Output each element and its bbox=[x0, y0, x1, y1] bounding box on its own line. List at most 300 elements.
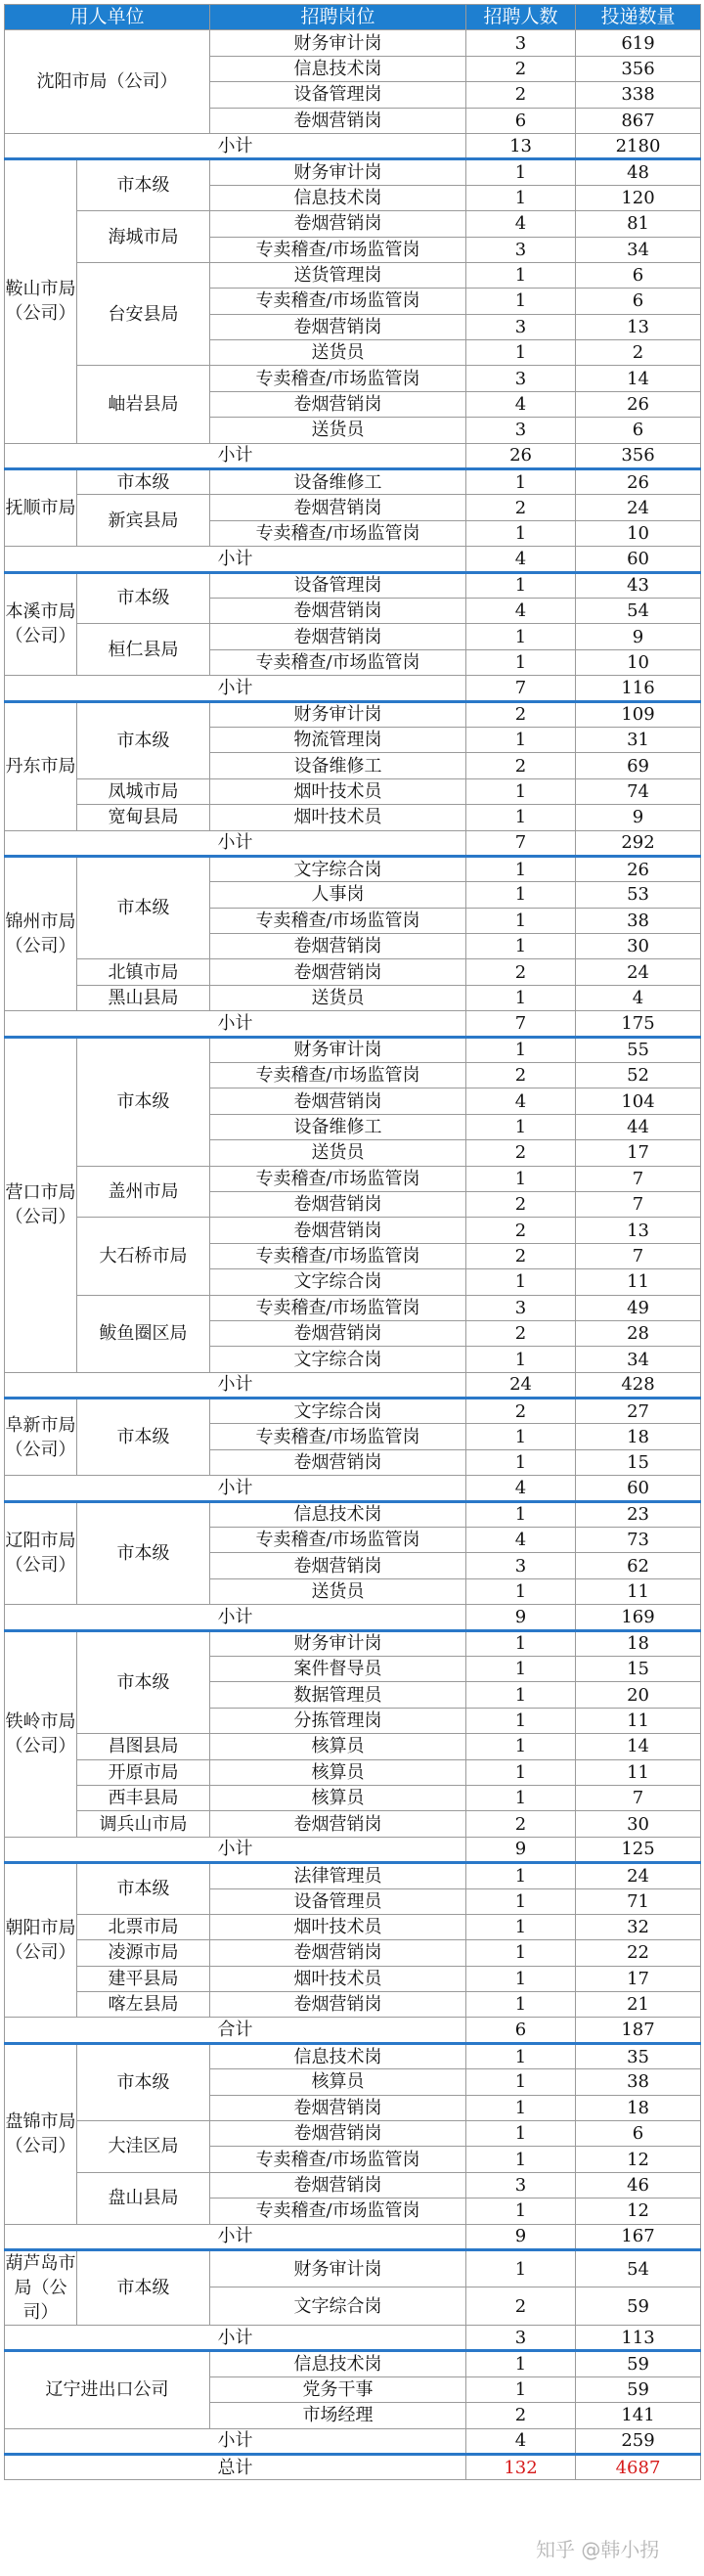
subtotal-row bbox=[5, 1011, 701, 1037]
position-cell: 卷烟营销岗 bbox=[210, 1320, 466, 1346]
people-cell: 1 bbox=[466, 1630, 576, 1656]
table-row bbox=[5, 2249, 701, 2287]
position-cell: 卷烟营销岗 bbox=[210, 211, 466, 237]
people-cell: 4 bbox=[466, 598, 576, 623]
applications-cell: 55 bbox=[576, 1037, 701, 1062]
sub-unit-cell: 台安县局 bbox=[77, 262, 210, 366]
applications-cell: 15 bbox=[576, 1657, 701, 1682]
applications-cell: 13 bbox=[576, 314, 701, 339]
position-cell: 设备维修工 bbox=[210, 753, 466, 778]
applications-cell: 4 bbox=[576, 985, 701, 1010]
applications-cell: 71 bbox=[576, 1888, 701, 1914]
sub-unit-cell: 盖州市局 bbox=[77, 1166, 210, 1218]
subtotal-label: 小计 bbox=[5, 547, 466, 572]
position-cell: 卷烟营销岗 bbox=[210, 1191, 466, 1217]
people-cell: 1 bbox=[466, 469, 576, 495]
applications-cell: 13 bbox=[576, 1218, 701, 1243]
people-cell: 1 bbox=[466, 2043, 576, 2068]
applications-cell: 30 bbox=[576, 1811, 701, 1837]
people-cell: 2 bbox=[466, 2403, 576, 2428]
applications-cell: 6 bbox=[576, 418, 701, 443]
subtotal-applications: 169 bbox=[576, 1605, 701, 1630]
applications-cell: 141 bbox=[576, 2403, 701, 2428]
subtotal-people: 4 bbox=[466, 1476, 576, 1501]
sub-unit-cell: 市本级 bbox=[77, 2249, 210, 2325]
applications-cell: 73 bbox=[576, 1528, 701, 1553]
table-row bbox=[5, 856, 701, 881]
position-cell: 专卖稽查/市场监管岗 bbox=[210, 2147, 466, 2172]
position-cell: 卷烟营销岗 bbox=[210, 1811, 466, 1837]
table-row bbox=[5, 778, 701, 804]
position-cell: 卷烟营销岗 bbox=[210, 314, 466, 339]
people-cell: 2 bbox=[466, 1399, 576, 1424]
people-cell: 1 bbox=[466, 649, 576, 675]
table-row bbox=[5, 572, 701, 598]
applications-cell: 17 bbox=[576, 1140, 701, 1166]
position-cell: 信息技术岗 bbox=[210, 185, 466, 210]
employer-cell: 铁岭市局（公司） bbox=[5, 1630, 77, 1837]
people-cell: 2 bbox=[466, 2287, 576, 2326]
subtotal-applications: 60 bbox=[576, 547, 701, 572]
subtotal-people: 7 bbox=[466, 676, 576, 701]
applications-cell: 74 bbox=[576, 778, 701, 804]
position-cell: 卷烟营销岗 bbox=[210, 934, 466, 959]
position-cell: 专卖稽查/市场监管岗 bbox=[210, 1424, 466, 1449]
table-row bbox=[5, 211, 701, 237]
applications-cell: 11 bbox=[576, 1269, 701, 1295]
applications-cell: 59 bbox=[576, 2376, 701, 2402]
applications-cell: 11 bbox=[576, 1708, 701, 1733]
applications-cell: 31 bbox=[576, 727, 701, 752]
position-cell: 卷烟营销岗 bbox=[210, 598, 466, 623]
subtotal-applications: 428 bbox=[576, 1372, 701, 1398]
position-cell: 卷烟营销岗 bbox=[210, 1992, 466, 2018]
applications-cell: 49 bbox=[576, 1295, 701, 1320]
subtotal-row bbox=[5, 1476, 701, 1501]
position-cell: 核算员 bbox=[210, 1734, 466, 1759]
subtotal-applications: 175 bbox=[576, 1011, 701, 1037]
subtotal-people: 9 bbox=[466, 2224, 576, 2249]
position-cell: 卷烟营销岗 bbox=[210, 2121, 466, 2147]
position-cell: 烟叶技术员 bbox=[210, 1914, 466, 1939]
sub-unit-cell: 海城市局 bbox=[77, 211, 210, 263]
people-cell: 1 bbox=[466, 2249, 576, 2287]
people-cell: 1 bbox=[466, 159, 576, 185]
people-cell: 1 bbox=[466, 572, 576, 598]
position-cell: 案件督导员 bbox=[210, 1657, 466, 1682]
people-cell: 4 bbox=[466, 1088, 576, 1114]
table-row bbox=[5, 1037, 701, 1062]
people-cell: 3 bbox=[466, 366, 576, 391]
position-cell: 专卖稽查/市场监管岗 bbox=[210, 1063, 466, 1088]
table-row bbox=[5, 1399, 701, 1424]
sub-unit-cell: 市本级 bbox=[77, 159, 210, 211]
people-cell: 2 bbox=[466, 959, 576, 985]
table-row bbox=[5, 1966, 701, 1991]
applications-cell: 38 bbox=[576, 908, 701, 933]
table-row bbox=[5, 2043, 701, 2068]
applications-cell: 9 bbox=[576, 624, 701, 649]
table-row bbox=[5, 2121, 701, 2147]
position-cell: 设备维修工 bbox=[210, 469, 466, 495]
subtotal-label: 小计 bbox=[5, 1605, 466, 1630]
table-row bbox=[5, 1940, 701, 1966]
people-cell: 1 bbox=[466, 2147, 576, 2172]
position-cell: 市场经理 bbox=[210, 2403, 466, 2428]
position-cell: 卷烟营销岗 bbox=[210, 2095, 466, 2120]
position-cell: 卷烟营销岗 bbox=[210, 1449, 466, 1475]
grand-total-applications: 4687 bbox=[576, 2454, 701, 2479]
position-cell: 党务干事 bbox=[210, 2376, 466, 2402]
position-cell: 核算员 bbox=[210, 1785, 466, 1810]
applications-cell: 26 bbox=[576, 469, 701, 495]
employer-cell: 锦州市局（公司） bbox=[5, 856, 77, 1010]
position-cell: 专卖稽查/市场监管岗 bbox=[210, 1243, 466, 1268]
sub-unit-cell: 大洼区局 bbox=[77, 2121, 210, 2173]
subtotal-row bbox=[5, 676, 701, 701]
position-cell: 卷烟营销岗 bbox=[210, 1940, 466, 1966]
position-cell: 烟叶技术员 bbox=[210, 778, 466, 804]
subtotal-row bbox=[5, 2224, 701, 2249]
position-cell: 财务审计岗 bbox=[210, 159, 466, 185]
people-cell: 1 bbox=[466, 1992, 576, 2018]
subtotal-label: 小计 bbox=[5, 1476, 466, 1501]
position-cell: 卷烟营销岗 bbox=[210, 391, 466, 417]
sub-unit-cell: 市本级 bbox=[77, 469, 210, 495]
subtotal-applications: 356 bbox=[576, 443, 701, 468]
sub-unit-cell: 市本级 bbox=[77, 856, 210, 959]
applications-cell: 35 bbox=[576, 2043, 701, 2068]
position-cell: 送货员 bbox=[210, 985, 466, 1010]
people-cell: 1 bbox=[466, 1037, 576, 1062]
sub-unit-cell: 北镇市局 bbox=[77, 959, 210, 985]
position-cell: 信息技术岗 bbox=[210, 1501, 466, 1527]
position-cell: 卷烟营销岗 bbox=[210, 2172, 466, 2198]
people-cell: 1 bbox=[466, 805, 576, 830]
position-cell: 财务审计岗 bbox=[210, 1037, 466, 1062]
people-cell: 3 bbox=[466, 314, 576, 339]
employer-cell: 辽阳市局（公司） bbox=[5, 1501, 77, 1605]
position-cell: 送货员 bbox=[210, 418, 466, 443]
employer-cell: 营口市局（公司） bbox=[5, 1037, 77, 1372]
applications-cell: 9 bbox=[576, 805, 701, 830]
table-row bbox=[5, 495, 701, 520]
people-cell: 1 bbox=[466, 520, 576, 546]
people-cell: 1 bbox=[466, 2376, 576, 2402]
position-cell: 人事岗 bbox=[210, 882, 466, 908]
people-cell: 1 bbox=[466, 2351, 576, 2376]
sub-unit-cell: 新宾县局 bbox=[77, 495, 210, 547]
subtotal-applications: 113 bbox=[576, 2325, 701, 2350]
position-cell: 烟叶技术员 bbox=[210, 1966, 466, 1991]
applications-cell: 14 bbox=[576, 1734, 701, 1759]
position-cell: 核算员 bbox=[210, 1759, 466, 1785]
sub-unit-cell: 西丰县局 bbox=[77, 1785, 210, 1810]
people-cell: 1 bbox=[466, 727, 576, 752]
recruitment-table bbox=[4, 4, 701, 2480]
people-cell: 2 bbox=[466, 753, 576, 778]
subtotal-row bbox=[5, 1605, 701, 1630]
position-cell: 烟叶技术员 bbox=[210, 805, 466, 830]
header-people: 招聘人数 bbox=[466, 5, 576, 30]
subtotal-people: 7 bbox=[466, 830, 576, 856]
applications-cell: 48 bbox=[576, 159, 701, 185]
applications-cell: 14 bbox=[576, 366, 701, 391]
people-cell: 1 bbox=[466, 1785, 576, 1810]
applications-cell: 38 bbox=[576, 2069, 701, 2095]
applications-cell: 54 bbox=[576, 2249, 701, 2287]
sub-unit-cell: 市本级 bbox=[77, 572, 210, 624]
subtotal-label: 小计 bbox=[5, 1837, 466, 1862]
subtotal-label: 小计 bbox=[5, 133, 466, 158]
table-row bbox=[5, 985, 701, 1010]
applications-cell: 104 bbox=[576, 1088, 701, 1114]
sub-unit-cell: 调兵山市局 bbox=[77, 1811, 210, 1837]
applications-cell: 18 bbox=[576, 1424, 701, 1449]
applications-cell: 28 bbox=[576, 1320, 701, 1346]
employer-cell: 朝阳市局（公司） bbox=[5, 1863, 77, 2018]
sub-unit-cell: 市本级 bbox=[77, 1863, 210, 1915]
sub-unit-cell: 市本级 bbox=[77, 2043, 210, 2120]
applications-cell: 338 bbox=[576, 82, 701, 108]
table-row bbox=[5, 1914, 701, 1939]
people-cell: 2 bbox=[466, 82, 576, 108]
subtotal-row bbox=[5, 443, 701, 468]
subtotal-people: 9 bbox=[466, 1605, 576, 1630]
table-row bbox=[5, 2172, 701, 2198]
position-cell: 卷烟营销岗 bbox=[210, 108, 466, 133]
people-cell: 6 bbox=[466, 108, 576, 133]
position-cell: 送货管理岗 bbox=[210, 262, 466, 288]
sub-unit-cell: 桓仁县局 bbox=[77, 624, 210, 676]
sub-unit-cell: 市本级 bbox=[77, 701, 210, 778]
applications-cell: 24 bbox=[576, 1863, 701, 1888]
sub-unit-cell: 昌图县局 bbox=[77, 1734, 210, 1759]
people-cell: 1 bbox=[466, 778, 576, 804]
applications-cell: 17 bbox=[576, 1966, 701, 1991]
applications-cell: 52 bbox=[576, 1063, 701, 1088]
sub-unit-cell: 建平县局 bbox=[77, 1966, 210, 1991]
applications-cell: 26 bbox=[576, 856, 701, 881]
people-cell: 1 bbox=[466, 340, 576, 366]
people-cell: 1 bbox=[466, 1708, 576, 1733]
table-row bbox=[5, 805, 701, 830]
sub-unit-cell: 凌源市局 bbox=[77, 1940, 210, 1966]
people-cell: 2 bbox=[466, 1063, 576, 1088]
subtotal-row bbox=[5, 1837, 701, 1862]
people-cell: 2 bbox=[466, 701, 576, 727]
table-row bbox=[5, 624, 701, 649]
position-cell: 数据管理员 bbox=[210, 1682, 466, 1708]
people-cell: 1 bbox=[466, 2069, 576, 2095]
subtotal-label: 小计 bbox=[5, 2224, 466, 2249]
subtotal-people: 26 bbox=[466, 443, 576, 468]
applications-cell: 6 bbox=[576, 2121, 701, 2147]
position-cell: 专卖稽查/市场监管岗 bbox=[210, 237, 466, 262]
header-row bbox=[5, 5, 701, 30]
subtotal-people: 24 bbox=[466, 1372, 576, 1398]
people-cell: 1 bbox=[466, 262, 576, 288]
people-cell: 1 bbox=[466, 1578, 576, 1604]
employer-cell: 本溪市局（公司） bbox=[5, 572, 77, 676]
position-cell: 法律管理员 bbox=[210, 1863, 466, 1888]
people-cell: 4 bbox=[466, 1528, 576, 1553]
people-cell: 1 bbox=[466, 985, 576, 1010]
subtotal-label: 小计 bbox=[5, 1372, 466, 1398]
people-cell: 1 bbox=[466, 882, 576, 908]
position-cell: 信息技术岗 bbox=[210, 56, 466, 81]
position-cell: 信息技术岗 bbox=[210, 2043, 466, 2068]
people-cell: 1 bbox=[466, 1914, 576, 1939]
position-cell: 专卖稽查/市场监管岗 bbox=[210, 366, 466, 391]
subtotal-applications: 259 bbox=[576, 2428, 701, 2454]
applications-cell: 7 bbox=[576, 1166, 701, 1191]
position-cell: 财务审计岗 bbox=[210, 701, 466, 727]
subtotal-applications: 116 bbox=[576, 676, 701, 701]
applications-cell: 27 bbox=[576, 1399, 701, 1424]
table-row bbox=[5, 262, 701, 288]
grand-total-label: 总计 bbox=[5, 2454, 466, 2479]
applications-cell: 12 bbox=[576, 2147, 701, 2172]
sub-unit-cell: 喀左县局 bbox=[77, 1992, 210, 2018]
sub-unit-cell: 大石桥市局 bbox=[77, 1218, 210, 1295]
position-cell: 卷烟营销岗 bbox=[210, 959, 466, 985]
subtotal-applications: 2180 bbox=[576, 133, 701, 158]
position-cell: 送货员 bbox=[210, 1140, 466, 1166]
people-cell: 2 bbox=[466, 1218, 576, 1243]
table-row bbox=[5, 1785, 701, 1810]
sub-unit-cell: 宽甸县局 bbox=[77, 805, 210, 830]
people-cell: 3 bbox=[466, 237, 576, 262]
people-cell: 2 bbox=[466, 1320, 576, 1346]
subtotal-row bbox=[5, 2018, 701, 2043]
employer-cell: 沈阳市局（公司） bbox=[5, 30, 210, 134]
position-cell: 文字综合岗 bbox=[210, 2287, 466, 2326]
sub-unit-cell: 鲅鱼圈区局 bbox=[77, 1295, 210, 1372]
people-cell: 1 bbox=[466, 1734, 576, 1759]
position-cell: 专卖稽查/市场监管岗 bbox=[210, 289, 466, 314]
grand-total-row bbox=[5, 2454, 701, 2479]
table-row bbox=[5, 1811, 701, 1837]
table-row bbox=[5, 30, 701, 56]
subtotal-applications: 60 bbox=[576, 1476, 701, 1501]
people-cell: 3 bbox=[466, 30, 576, 56]
people-cell: 3 bbox=[466, 418, 576, 443]
table-row bbox=[5, 366, 701, 391]
position-cell: 专卖稽查/市场监管岗 bbox=[210, 1295, 466, 1320]
employer-cell: 抚顺市局 bbox=[5, 469, 77, 547]
position-cell: 设备管理岗 bbox=[210, 82, 466, 108]
people-cell: 3 bbox=[466, 1553, 576, 1578]
position-cell: 设备管理员 bbox=[210, 1888, 466, 1914]
people-cell: 1 bbox=[466, 908, 576, 933]
applications-cell: 34 bbox=[576, 237, 701, 262]
table-row bbox=[5, 1863, 701, 1888]
subtotal-label: 小计 bbox=[5, 676, 466, 701]
applications-cell: 120 bbox=[576, 185, 701, 210]
people-cell: 1 bbox=[466, 1682, 576, 1708]
table-row bbox=[5, 1759, 701, 1785]
subtotal-applications: 125 bbox=[576, 1837, 701, 1862]
subtotal-people: 6 bbox=[466, 2018, 576, 2043]
applications-cell: 6 bbox=[576, 289, 701, 314]
subtotal-label: 小计 bbox=[5, 830, 466, 856]
people-cell: 1 bbox=[466, 624, 576, 649]
applications-cell: 30 bbox=[576, 934, 701, 959]
subtotal-people: 4 bbox=[466, 547, 576, 572]
applications-cell: 54 bbox=[576, 598, 701, 623]
subtotal-row bbox=[5, 830, 701, 856]
applications-cell: 20 bbox=[576, 1682, 701, 1708]
people-cell: 1 bbox=[466, 1269, 576, 1295]
applications-cell: 7 bbox=[576, 1191, 701, 1217]
position-cell: 卷烟营销岗 bbox=[210, 495, 466, 520]
applications-cell: 24 bbox=[576, 959, 701, 985]
employer-cell: 辽宁进出口公司 bbox=[5, 2351, 210, 2428]
applications-cell: 6 bbox=[576, 262, 701, 288]
subtotal-people: 7 bbox=[466, 1011, 576, 1037]
table-row bbox=[5, 1630, 701, 1656]
applications-cell: 22 bbox=[576, 1940, 701, 1966]
position-cell: 专卖稽查/市场监管岗 bbox=[210, 908, 466, 933]
applications-cell: 59 bbox=[576, 2287, 701, 2326]
position-cell: 卷烟营销岗 bbox=[210, 624, 466, 649]
applications-cell: 21 bbox=[576, 1992, 701, 2018]
people-cell: 1 bbox=[466, 1449, 576, 1475]
people-cell: 1 bbox=[466, 1888, 576, 1914]
sub-unit-cell: 开原市局 bbox=[77, 1759, 210, 1785]
employer-cell: 葫芦岛市局（公司） bbox=[5, 2249, 77, 2325]
applications-cell: 53 bbox=[576, 882, 701, 908]
sub-unit-cell: 盘山县局 bbox=[77, 2172, 210, 2224]
people-cell: 1 bbox=[466, 856, 576, 881]
people-cell: 1 bbox=[466, 1424, 576, 1449]
applications-cell: 10 bbox=[576, 520, 701, 546]
table-row bbox=[5, 959, 701, 985]
applications-cell: 7 bbox=[576, 1785, 701, 1810]
table-body bbox=[5, 30, 701, 2480]
applications-cell: 867 bbox=[576, 108, 701, 133]
subtotal-people: 13 bbox=[466, 133, 576, 158]
position-cell: 卷烟营销岗 bbox=[210, 1218, 466, 1243]
applications-cell: 34 bbox=[576, 1347, 701, 1372]
employer-cell: 鞍山市局（公司） bbox=[5, 159, 77, 443]
people-cell: 1 bbox=[466, 2198, 576, 2224]
people-cell: 4 bbox=[466, 391, 576, 417]
people-cell: 1 bbox=[466, 1114, 576, 1139]
applications-cell: 619 bbox=[576, 30, 701, 56]
people-cell: 1 bbox=[466, 1657, 576, 1682]
header-employer: 用人单位 bbox=[5, 5, 210, 30]
position-cell: 专卖稽查/市场监管岗 bbox=[210, 1166, 466, 1191]
position-cell: 核算员 bbox=[210, 2069, 466, 2095]
position-cell: 分拣管理岗 bbox=[210, 1708, 466, 1733]
applications-cell: 11 bbox=[576, 1578, 701, 1604]
subtotal-row bbox=[5, 2428, 701, 2454]
people-cell: 1 bbox=[466, 185, 576, 210]
subtotal-row bbox=[5, 547, 701, 572]
table-row bbox=[5, 1734, 701, 1759]
applications-cell: 10 bbox=[576, 649, 701, 675]
people-cell: 1 bbox=[466, 1863, 576, 1888]
sub-unit-cell: 市本级 bbox=[77, 1501, 210, 1605]
position-cell: 专卖稽查/市场监管岗 bbox=[210, 649, 466, 675]
employer-cell: 丹东市局 bbox=[5, 701, 77, 830]
table-row bbox=[5, 159, 701, 185]
position-cell: 送货员 bbox=[210, 1578, 466, 1604]
table-row bbox=[5, 701, 701, 727]
people-cell: 2 bbox=[466, 56, 576, 81]
